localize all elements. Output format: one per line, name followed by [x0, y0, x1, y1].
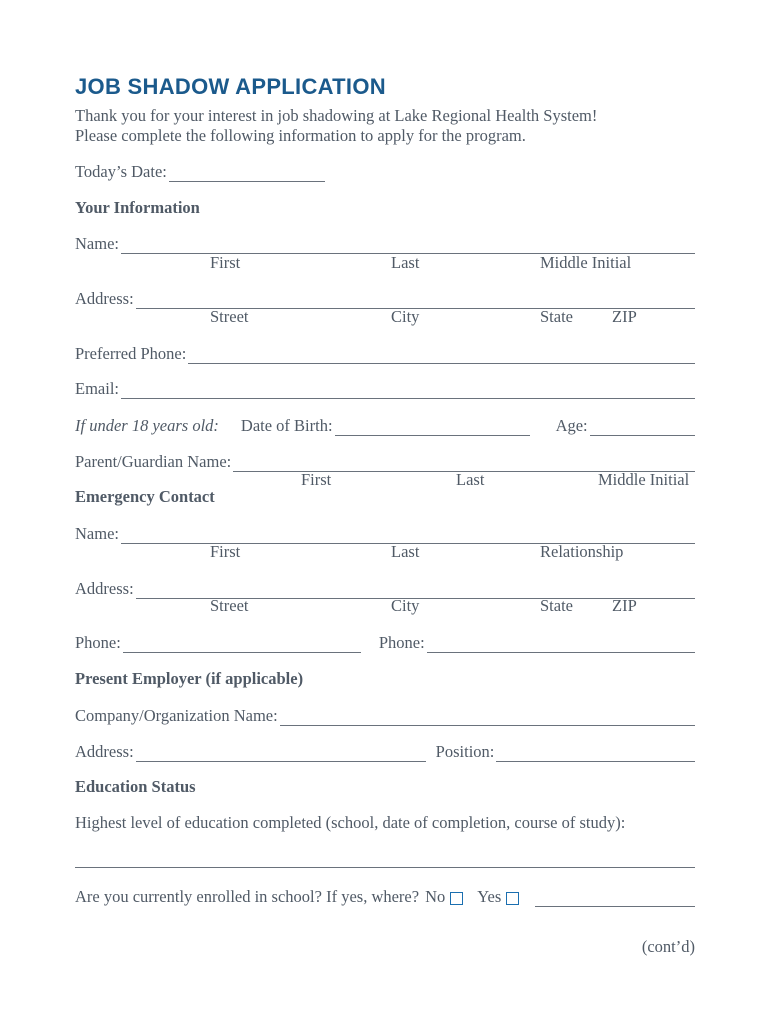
address-street-caption: Street [210, 307, 249, 326]
preferred-phone-field[interactable] [188, 347, 695, 364]
email-row [75, 377, 695, 399]
company-row [75, 704, 695, 726]
email-field[interactable] [121, 382, 695, 399]
your-information-heading: Your Information [75, 198, 200, 217]
emergency-phone-2-field[interactable] [427, 636, 695, 653]
intro-line-2: Please complete the following information to apply for the program. [75, 126, 526, 145]
guardian-row [75, 450, 695, 472]
address-zip-caption: ZIP [612, 307, 637, 326]
emergency-address-label: Address: [75, 579, 134, 598]
emergency-name-row [75, 522, 695, 544]
intro-line-1: Thank you for your interest in job shadowing at Lake Regional Health System! [75, 106, 598, 125]
highest-education-label: Highest level of education completed (school, date of completion, course of study): [75, 813, 626, 832]
position-label: Position: [435, 742, 495, 761]
no-label: No [425, 887, 446, 906]
dob-label: Date of Birth: [240, 416, 333, 435]
guardian-last-caption: Last [456, 470, 485, 489]
highest-education-field[interactable] [75, 851, 695, 868]
emergency-name-label: Name: [75, 524, 119, 543]
emergency-zip-caption: ZIP [612, 596, 637, 615]
emergency-relationship-caption: Relationship [540, 542, 624, 561]
name-first-caption: First [210, 253, 241, 272]
continued-note: (cont’d) [641, 937, 695, 956]
under-18-label: If under 18 years old: [75, 416, 219, 435]
position-field[interactable] [496, 745, 695, 762]
age-field[interactable] [590, 419, 695, 436]
company-label: Company/Organization Name: [75, 706, 278, 725]
todays-date-row [75, 160, 325, 182]
enrolled-label: Are you currently enrolled in school? If yes, where? [75, 887, 420, 906]
education-status-heading: Education Status [75, 777, 196, 796]
age-label: Age: [555, 416, 588, 435]
preferred-phone-row [75, 342, 695, 364]
under-18-row [75, 414, 695, 436]
address-row [75, 287, 695, 309]
yes-checkbox[interactable] [506, 892, 519, 905]
todays-date-label: Today’s Date: [75, 162, 167, 181]
company-field[interactable] [280, 709, 695, 726]
emergency-first-caption: First [210, 542, 241, 561]
guardian-label: Parent/Guardian Name: [75, 452, 232, 471]
name-last-caption: Last [391, 253, 420, 272]
emergency-phone-2-label: Phone: [378, 633, 425, 652]
name-middle-initial-caption: Middle Initial [540, 253, 632, 272]
employer-address-field[interactable] [136, 745, 426, 762]
employer-address-label: Address: [75, 742, 134, 761]
address-label: Address: [75, 289, 134, 308]
present-employer-heading: Present Employer (if applicable) [75, 669, 304, 688]
emergency-contact-heading: Emergency Contact [75, 487, 215, 506]
guardian-first-caption: First [301, 470, 332, 489]
yes-label: Yes [477, 887, 502, 906]
enrolled-row [75, 885, 695, 907]
intro-text [75, 106, 597, 146]
highest-education-row [75, 846, 695, 868]
address-city-caption: City [391, 307, 420, 326]
employer-address-row [75, 740, 695, 762]
dob-field[interactable] [335, 419, 530, 436]
todays-date-field[interactable] [169, 165, 325, 182]
emergency-state-caption: State [540, 596, 573, 615]
name-row [75, 232, 695, 254]
emergency-street-caption: Street [210, 596, 249, 615]
preferred-phone-label: Preferred Phone: [75, 344, 187, 363]
emergency-phone-row [75, 631, 695, 653]
page-title: JOB SHADOW APPLICATION [75, 74, 386, 99]
enrolled-school-field[interactable] [535, 890, 695, 907]
address-state-caption: State [540, 307, 573, 326]
emergency-address-row [75, 577, 695, 599]
emergency-city-caption: City [391, 596, 420, 615]
email-label: Email: [75, 379, 119, 398]
name-label: Name: [75, 234, 119, 253]
emergency-phone-1-label: Phone: [75, 633, 121, 652]
guardian-middle-initial-caption: Middle Initial [598, 470, 690, 489]
no-checkbox[interactable] [450, 892, 463, 905]
emergency-phone-1-field[interactable] [123, 636, 361, 653]
emergency-last-caption: Last [391, 542, 420, 561]
name-field[interactable] [121, 237, 695, 254]
